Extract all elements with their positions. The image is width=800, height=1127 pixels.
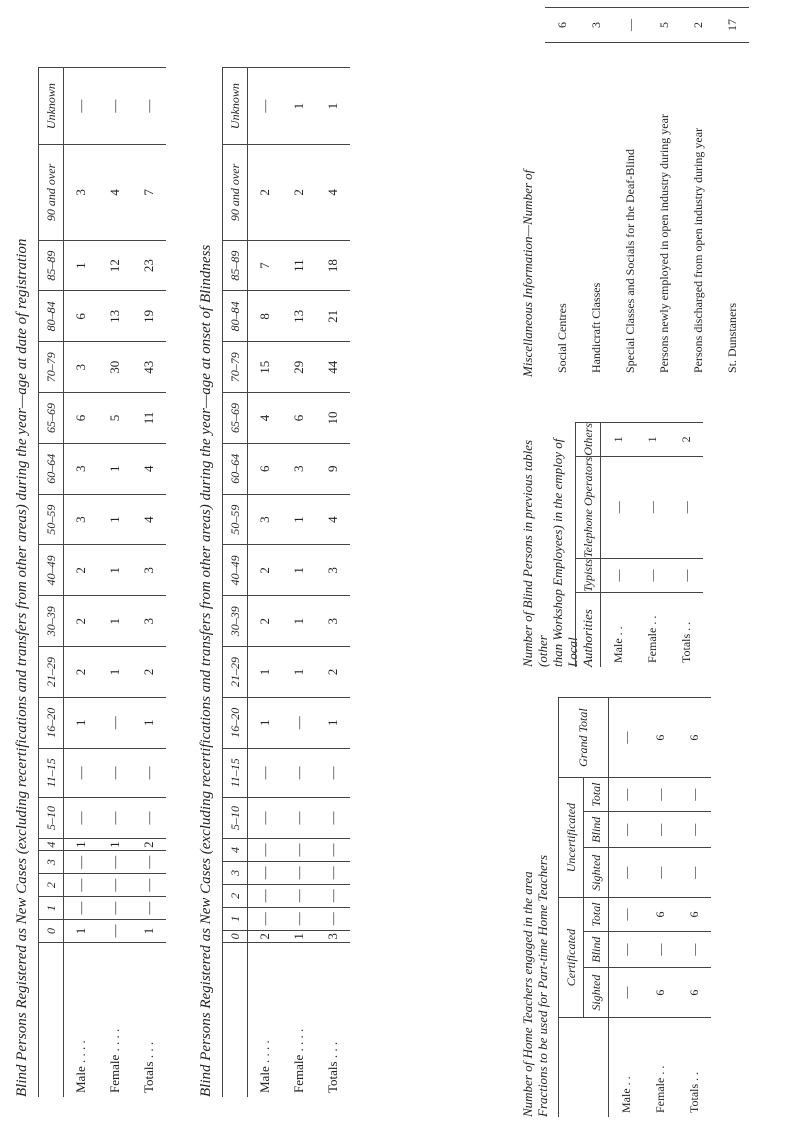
table1-col: Unknown — [39, 68, 64, 145]
table-row — [613, 8, 647, 378]
table1-col: 40–49 — [39, 545, 64, 596]
cell: — — [635, 558, 669, 592]
cell: 44 — [316, 342, 350, 393]
cell: 4 — [316, 494, 350, 545]
cell: — — [282, 697, 316, 748]
col-grand-total: Grand Total — [559, 698, 609, 778]
table2-col: 65–69 — [223, 393, 248, 444]
cell: 1 — [601, 423, 636, 457]
cell: 2 — [248, 596, 283, 647]
row-label: Female . . — [635, 593, 669, 667]
table2-col: 16–20 — [223, 697, 248, 748]
cell: — — [677, 848, 711, 898]
cell: — — [132, 798, 166, 839]
cell: 2 — [669, 423, 703, 457]
table-row — [715, 8, 749, 378]
cell: — — [132, 851, 166, 874]
table1 — [38, 67, 166, 1097]
table2 — [222, 67, 350, 1097]
cell: — — [677, 778, 711, 812]
cell: 6 — [643, 898, 677, 932]
table2-col: 4 — [223, 838, 248, 861]
misc-value: — — [613, 8, 647, 43]
cell: 3 — [248, 494, 283, 545]
cell: 3 — [316, 930, 350, 942]
cell: — — [132, 897, 166, 920]
cell: 15 — [248, 342, 283, 393]
cell: 30 — [98, 342, 132, 393]
cell: — — [64, 798, 99, 839]
table2-col: 30–39 — [223, 596, 248, 647]
col-telephone-operators: Telephone Operators — [576, 456, 601, 558]
cell: 2 — [64, 647, 99, 698]
cell: 1 — [282, 647, 316, 698]
cell: — — [64, 897, 99, 920]
cell: — — [98, 851, 132, 874]
misc-value: 17 — [715, 8, 749, 43]
misc-value: 2 — [681, 8, 715, 43]
cell: — — [601, 456, 636, 558]
table1-col: 90 and over — [39, 145, 64, 241]
cell: 6 — [643, 698, 677, 778]
table1-corner — [39, 943, 64, 1098]
row-label: Totals . . — [669, 593, 703, 667]
cell: 13 — [282, 291, 316, 342]
cell: 6 — [643, 968, 677, 1018]
cell: — — [248, 907, 283, 930]
cell: 12 — [98, 240, 132, 291]
row-label: Male . . — [609, 1018, 644, 1118]
cell: — — [609, 932, 644, 968]
cell: 4 — [132, 494, 166, 545]
table2-col: 90 and over — [223, 145, 248, 241]
home-teachers-title-line2: Fractions to be used for Part-time Home Teachers — [535, 854, 550, 1117]
table1-header-row — [39, 68, 64, 1098]
cell: 3 — [64, 145, 99, 241]
cell: 18 — [316, 240, 350, 291]
cell: 3 — [316, 596, 350, 647]
cell: 3 — [64, 494, 99, 545]
misc-label: Handicraft Classes — [579, 43, 613, 378]
cell: 6 — [64, 393, 99, 444]
cell: 6 — [282, 393, 316, 444]
cell: 1 — [98, 494, 132, 545]
table2-col: 5–10 — [223, 798, 248, 839]
table2-col: 0 — [223, 930, 248, 942]
cell: — — [609, 898, 644, 932]
table2-col: 80–84 — [223, 291, 248, 342]
misc-label: Social Centres — [545, 43, 579, 378]
cell: — — [669, 456, 703, 558]
cell: 10 — [316, 393, 350, 444]
table2-header-row — [223, 68, 248, 1098]
table-row — [316, 68, 350, 1098]
cell: — — [64, 874, 99, 897]
cell: 7 — [248, 240, 283, 291]
cell: — — [282, 884, 316, 907]
col-total: Total — [584, 898, 609, 932]
row-label: Male . . . . — [248, 943, 283, 1098]
cell: 19 — [132, 291, 166, 342]
cell: — — [601, 558, 636, 592]
table2-col: 70–79 — [223, 342, 248, 393]
col-total: Total — [584, 778, 609, 812]
cell: 6 — [677, 898, 711, 932]
table-row — [643, 698, 677, 1118]
cell: 2 — [316, 647, 350, 698]
table2-col: 60–64 — [223, 443, 248, 494]
col-typists: Typists — [576, 558, 601, 592]
cell: — — [316, 884, 350, 907]
misc-table — [545, 7, 749, 377]
cell: 1 — [635, 423, 669, 457]
cell: — — [609, 698, 644, 778]
table1-col: 0 — [39, 920, 64, 943]
home-teachers-corner — [559, 1018, 609, 1118]
row-label: Totals . . . — [316, 943, 350, 1098]
cell: 11 — [132, 393, 166, 444]
cell: 13 — [98, 291, 132, 342]
employment-title-line3: Authorities — [580, 609, 595, 667]
cell: — — [98, 697, 132, 748]
employment-header-row — [576, 423, 601, 668]
cell: 3 — [132, 596, 166, 647]
cell: 2 — [248, 145, 283, 241]
cell: — — [248, 861, 283, 884]
cell: — — [316, 748, 350, 797]
cell: — — [64, 748, 99, 797]
cell: — — [282, 798, 316, 839]
table1-col: 16–20 — [39, 697, 64, 748]
cell: 4 — [316, 145, 350, 241]
cell: — — [98, 68, 132, 145]
table2-col: 2 — [223, 884, 248, 907]
cell: — — [316, 907, 350, 930]
table1-col: 5–10 — [39, 798, 64, 839]
table1-col: 2 — [39, 874, 64, 897]
cell: 4 — [132, 443, 166, 494]
table-row — [601, 423, 636, 668]
cell: — — [316, 798, 350, 839]
cell: 1 — [98, 838, 132, 850]
cell: — — [316, 861, 350, 884]
cell: 7 — [132, 145, 166, 241]
cell: — — [98, 874, 132, 897]
table2-col: 21–29 — [223, 647, 248, 698]
cell: 1 — [64, 920, 99, 943]
cell: 2 — [132, 838, 166, 850]
cell: — — [609, 848, 644, 898]
table2-col: 85–89 — [223, 240, 248, 291]
cell: — — [609, 812, 644, 848]
cell: — — [248, 68, 283, 145]
cell: 1 — [132, 697, 166, 748]
table1-col: 60–64 — [39, 443, 64, 494]
table-row — [545, 8, 579, 378]
cell: 4 — [98, 145, 132, 241]
cell: 29 — [282, 342, 316, 393]
col-blind: Blind — [584, 932, 609, 968]
cell: 4 — [248, 393, 283, 444]
cell: — — [98, 748, 132, 797]
row-label: Totals . . . — [132, 943, 166, 1098]
cell: 1 — [64, 697, 99, 748]
cell: — — [132, 748, 166, 797]
table1-col: 50–59 — [39, 494, 64, 545]
table2-col: 11–15 — [223, 748, 248, 797]
cell: — — [64, 68, 99, 145]
table-row — [681, 8, 715, 378]
cell: 6 — [677, 968, 711, 1018]
misc-label: Special Classes and Socials for the Deaf-Blind — [613, 43, 647, 378]
cell: 11 — [282, 240, 316, 291]
cell: 1 — [248, 647, 283, 698]
cell: — — [635, 456, 669, 558]
table1-col: 65–69 — [39, 393, 64, 444]
cell: 2 — [64, 545, 99, 596]
cell: 1 — [64, 240, 99, 291]
cell: — — [98, 897, 132, 920]
cell: 1 — [282, 596, 316, 647]
cell: — — [643, 812, 677, 848]
table1-col: 30–39 — [39, 596, 64, 647]
cell: — — [248, 884, 283, 907]
cell: 1 — [98, 596, 132, 647]
table2-col: 40–49 — [223, 545, 248, 596]
cell: — — [677, 812, 711, 848]
employment-table — [575, 422, 703, 667]
group-certificated: Certificated — [559, 898, 584, 1018]
misc-value: 6 — [545, 8, 579, 43]
cell: 1 — [132, 920, 166, 943]
col-sighted: Sighted — [584, 968, 609, 1018]
employment-corner — [576, 593, 601, 667]
cell: — — [282, 748, 316, 797]
employment-title-line1: Number of Blind Persons in previous tables (other — [520, 439, 550, 667]
misc-value: 3 — [579, 8, 613, 43]
cell: 43 — [132, 342, 166, 393]
row-label: Female . . . . — [98, 943, 132, 1098]
cell: — — [282, 838, 316, 861]
cell: 1 — [98, 443, 132, 494]
row-label: Female . . . . — [282, 943, 316, 1098]
cell: 2 — [248, 930, 283, 942]
table1-col: 11–15 — [39, 748, 64, 797]
cell: — — [132, 68, 166, 145]
cell: — — [609, 968, 644, 1018]
cell: 3 — [282, 443, 316, 494]
cell: 23 — [132, 240, 166, 291]
cell: — — [282, 861, 316, 884]
cell: 6 — [64, 291, 99, 342]
cell: 1 — [248, 697, 283, 748]
table-row — [98, 68, 132, 1098]
cell: 8 — [248, 291, 283, 342]
cell: — — [248, 798, 283, 839]
misc-label: Persons discharged from open industry during year — [681, 43, 715, 378]
cell: 1 — [282, 545, 316, 596]
cell: 2 — [132, 647, 166, 698]
table-row — [248, 68, 283, 1098]
cell: — — [677, 932, 711, 968]
table1-col: 4 — [39, 838, 64, 850]
table1-title: Blind Persons Registered as New Cases (excluding recertifications and transfers from other areas) during the year—age at date of registration — [14, 238, 30, 1097]
row-label: Male . . — [601, 593, 636, 667]
col-sighted: Sighted — [584, 848, 609, 898]
table-row — [669, 423, 703, 668]
cell: — — [248, 748, 283, 797]
cell: 2 — [282, 145, 316, 241]
misc-title: Miscellaneous Information—Number of — [520, 169, 535, 377]
cell: 6 — [248, 443, 283, 494]
table1-col: 3 — [39, 851, 64, 874]
cell: 1 — [98, 647, 132, 698]
employment-title-line2: than Workshop Employees) in the employ of Local — [550, 438, 580, 667]
table-row — [647, 8, 681, 378]
cell: — — [282, 907, 316, 930]
table1-col: 1 — [39, 897, 64, 920]
table2-col: Unknown — [223, 68, 248, 145]
cell: — — [669, 558, 703, 592]
cell: 3 — [64, 443, 99, 494]
cell: 3 — [132, 545, 166, 596]
cell: 1 — [316, 68, 350, 145]
cell: 6 — [677, 698, 711, 778]
home-teachers-group-row — [559, 698, 584, 1118]
misc-label: St. Dunstaners — [715, 43, 749, 378]
cell: 2 — [248, 545, 283, 596]
cell: — — [643, 778, 677, 812]
cell: — — [643, 932, 677, 968]
cell: — — [316, 838, 350, 861]
table1-col: 85–89 — [39, 240, 64, 291]
row-label: Male . . . . — [64, 943, 99, 1098]
table-row — [132, 68, 166, 1098]
cell: — — [643, 848, 677, 898]
table2-col: 50–59 — [223, 494, 248, 545]
cell: — — [248, 838, 283, 861]
table1-col: 21–29 — [39, 647, 64, 698]
table-row — [282, 68, 316, 1098]
table-row — [579, 8, 613, 378]
cell: 1 — [64, 838, 99, 850]
cell: 5 — [98, 393, 132, 444]
table-row — [677, 698, 711, 1118]
cell: 2 — [64, 596, 99, 647]
table-row — [609, 698, 644, 1118]
table1-col: 70–79 — [39, 342, 64, 393]
cell: 1 — [282, 930, 316, 942]
table2-corner — [223, 943, 248, 1098]
cell: 3 — [64, 342, 99, 393]
cell: 1 — [98, 545, 132, 596]
table-row — [635, 423, 669, 668]
misc-label: Persons newly employed in open industry during year — [647, 43, 681, 378]
cell: — — [64, 851, 99, 874]
home-teachers-title-line1: Number of Home Teachers engaged in the area — [520, 871, 535, 1117]
group-uncertificated: Uncertificated — [559, 778, 584, 898]
cell: 21 — [316, 291, 350, 342]
col-blind: Blind — [584, 812, 609, 848]
cell: — — [98, 798, 132, 839]
misc-value: 5 — [647, 8, 681, 43]
cell: 3 — [316, 545, 350, 596]
cell: — — [132, 874, 166, 897]
table2-col: 1 — [223, 907, 248, 930]
home-teachers-title — [520, 727, 550, 1117]
table1-col: 80–84 — [39, 291, 64, 342]
home-teachers-table — [558, 697, 711, 1117]
cell: — — [98, 920, 132, 943]
table2-col: 3 — [223, 861, 248, 884]
cell: 9 — [316, 443, 350, 494]
row-label: Totals . . — [677, 1018, 711, 1118]
cell: 1 — [282, 68, 316, 145]
table2-title: Blind Persons Registered as New Cases (excluding recertifications and transfers from other areas) during the year—age at onset of Blindness — [198, 244, 214, 1097]
table-row — [64, 68, 99, 1098]
cell: 1 — [316, 697, 350, 748]
cell: 1 — [282, 494, 316, 545]
col-others: Others — [576, 423, 601, 457]
row-label: Female . . — [643, 1018, 677, 1118]
cell: — — [609, 778, 644, 812]
